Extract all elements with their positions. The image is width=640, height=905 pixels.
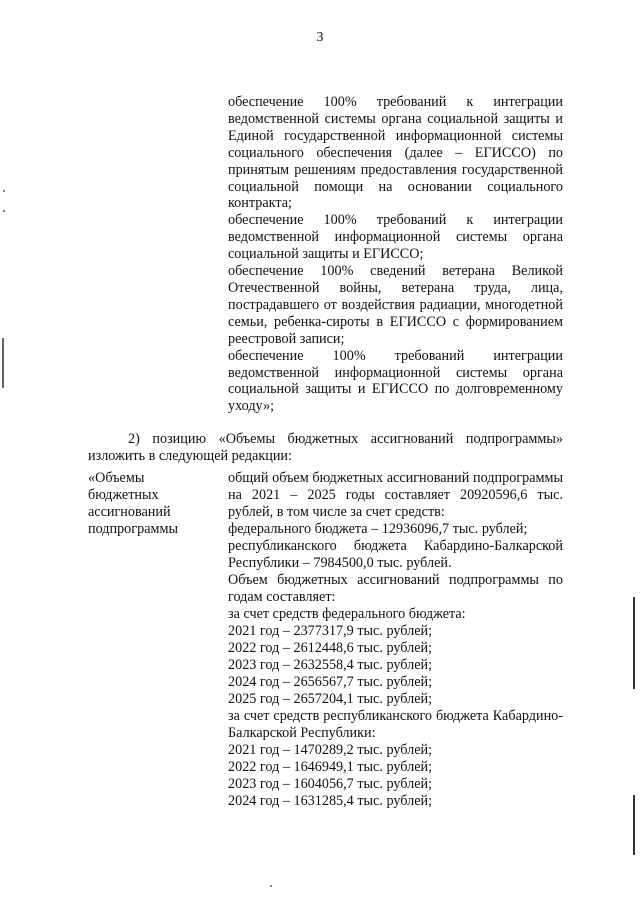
republic-total: республиканского бюджета Кабардино-Балкарской Республики – 7984500,0 тыс. рублей. [228, 538, 563, 571]
page-number: 3 [316, 30, 324, 45]
table-label-cell [88, 470, 218, 538]
federal-year-row: 2022 год – 2612448,6 тыс. рублей; [228, 640, 433, 656]
scan-dot [270, 885, 272, 887]
republic-heading: за счет средств республиканского бюджета Кабардино-Балкарской Республики: [228, 708, 563, 741]
scan-dot [3, 210, 5, 212]
amendment-instruction: 2) позицию «Объемы бюджетных ассигнований подпрограммы» изложить в следующей редакции: [88, 431, 563, 464]
requirements-list [228, 94, 563, 415]
republic-year-row: 2021 год – 1470289,2 тыс. рублей; [228, 742, 433, 758]
scan-edge-mark [633, 597, 635, 689]
scan-dot [3, 190, 5, 192]
federal-total: федерального бюджета – 12936096,7 тыс. рублей; [228, 521, 528, 537]
federal-year-row: 2025 год – 2657204,1 тыс. рублей; [228, 691, 433, 707]
by-years-heading: Объем бюджетных ассигнований подпрограммы по годам составляет: [228, 572, 563, 605]
republic-year-row: 2022 год – 1646949,1 тыс. рублей; [228, 759, 433, 775]
federal-year-row: 2021 год – 2377317,9 тыс. рублей; [228, 623, 433, 639]
requirement-item: обеспечение 100% требований к интеграции ведомственной системы органа социальной защиты и Единой государственной информационной системы социального обеспечения (далее – ЕГИССО) по принятым решениям предоставления государственной социальной помощи на основании социального контракта; [228, 94, 563, 212]
republic-year-row: 2023 год – 1604056,7 тыс. рублей; [228, 776, 433, 792]
federal-year-row: 2023 год – 2632558,4 тыс. рублей; [228, 657, 433, 673]
table-content-cell [228, 470, 563, 810]
label-line: бюджетных [88, 487, 159, 503]
federal-year-row: 2024 год – 2656567,7 тыс. рублей; [228, 674, 433, 690]
requirement-item: обеспечение 100% сведений ветерана Великой Отечественной войны, ветерана труда, лица, пострадавшего от воздействия радиации, многодетной семьи, ребенка-сироты в ЕГИССО с формированием реестровой записи; [228, 263, 563, 347]
scan-edge-mark [633, 795, 635, 855]
scan-edge-mark [2, 338, 4, 388]
total-volume: общий объем бюджетных ассигнований подпрограммы на 2021 – 2025 годы составляет 20920596,6 тыс. рублей, в том числе за счет средств: [228, 470, 563, 520]
label-line: «Объемы [88, 470, 145, 486]
requirement-item: обеспечение 100% требований интеграции ведомственной информационной системы органа социальной защиты и ЕГИССО по долговременному уходу»; [228, 347, 563, 415]
republic-year-row: 2024 год – 1631285,4 тыс. рублей; [228, 793, 433, 809]
requirement-item: обеспечение 100% требований к интеграции ведомственной информационной системы органа социальной защиты и ЕГИССО; [228, 212, 563, 263]
label-line: ассигнований [88, 504, 171, 520]
label-line: подпрограммы [88, 521, 178, 537]
federal-heading: за счет средств федерального бюджета: [228, 606, 466, 622]
